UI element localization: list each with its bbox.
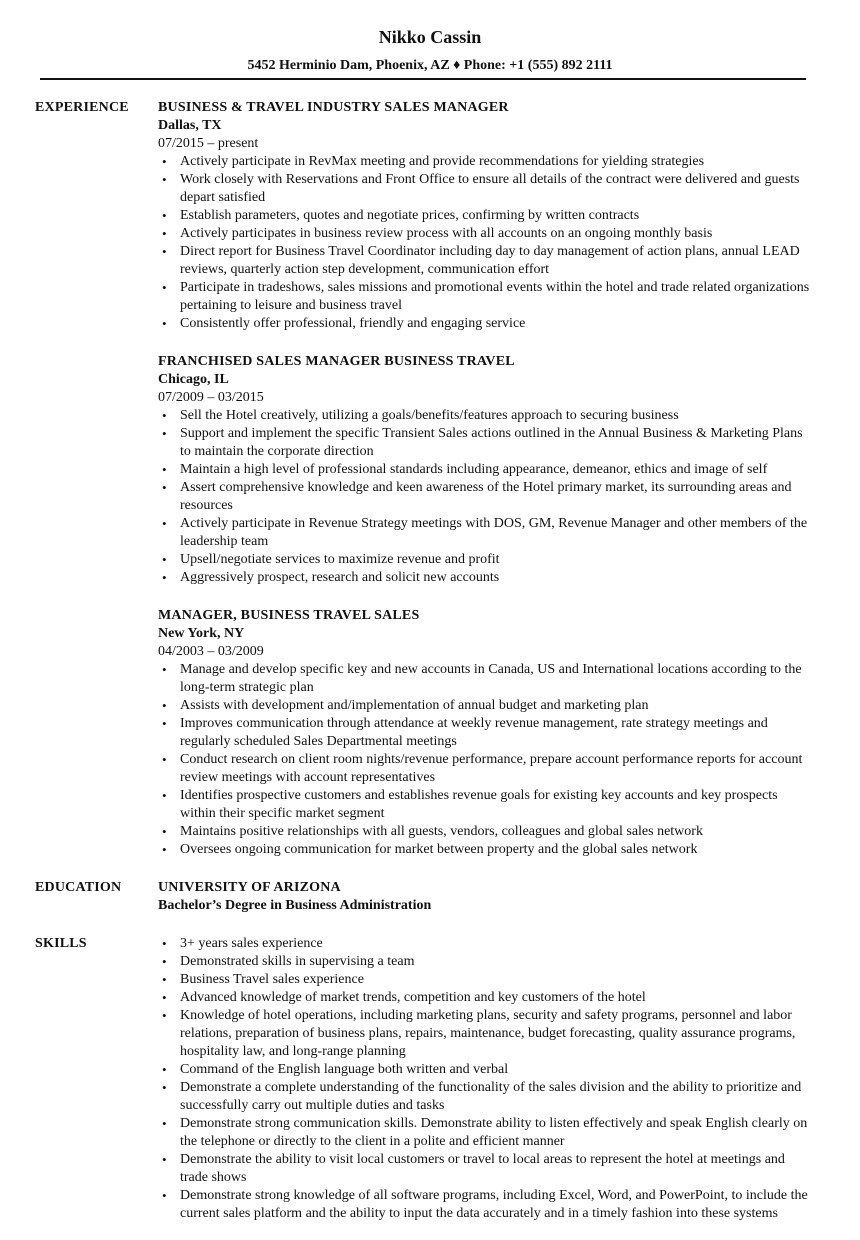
job-bullet: • Assert comprehensive knowledge and keen awareness of the Hotel primary market, its surrounding areas and resources — [180, 479, 810, 515]
skill-item: • Command of the English language both written and verbal — [180, 1061, 810, 1079]
job-bullet: • Manage and develop specific key and new accounts in Canada, US and International locations according to the long-term strategic plan — [180, 661, 810, 697]
job-bullet: • Identifies prospective customers and establishes revenue goals for existing key accounts and key prospects within their specific market segment — [180, 787, 810, 823]
school-name: UNIVERSITY OF ARIZONA — [158, 880, 341, 895]
experience-heading: EXPERIENCE — [35, 100, 129, 115]
job-bullet: • Work closely with Reservations and Front Office to ensure all details of the contract were delivered and guests depart satisfied — [180, 171, 810, 207]
job-bullet: • Direct report for Business Travel Coordinator including day to day management of action plans, annual LEAD reviews, quarterly action step development, communication effort — [180, 243, 810, 279]
job-bullet: • Upsell/negotiate services to maximize revenue and profit — [180, 551, 810, 569]
job-bullet: • Aggressively prospect, research and solicit new accounts — [180, 569, 810, 587]
skill-item: • Demonstrate the ability to visit local customers or travel to local areas to represent the hotel at meetings and trade shows — [180, 1151, 810, 1187]
experience-section — [35, 99, 810, 859]
skill-item: • Knowledge of hotel operations, including marketing plans, security and safety programs, personnel and labor relations, preparation of business plans, repairs, maintenance, budget forecasting, quality assurance programs, hospitality law, and long-range planning — [180, 1007, 810, 1061]
education-section — [35, 879, 810, 915]
skill-item: • Demonstrate a complete understanding of the functionality of the sales division and the ability to prioritize and successfully carry out multiple duties and tasks — [180, 1079, 810, 1115]
job-entry — [158, 353, 810, 587]
job-bullet: • Maintains positive relationships with all guests, vendors, colleagues and global sales network — [180, 823, 810, 841]
job-bullet: • Consistently offer professional, friendly and engaging service — [180, 315, 810, 333]
job-location: New York, NY — [158, 626, 245, 641]
job-bullet: • Participate in tradeshows, sales missions and promotional events within the hotel and trade related organizations pertaining to leisure and business travel — [180, 279, 810, 315]
job-bullet: • Conduct research on client room nights/revenue performance, prepare account performance reports for account review meetings with account representatives — [180, 751, 810, 787]
job-bullet: • Establish parameters, quotes and negotiate prices, confirming by written contracts — [180, 207, 810, 225]
job-bullet: • Actively participates in business review process with all accounts on an ongoing monthly basis — [180, 225, 810, 243]
skills-heading: SKILLS — [35, 936, 87, 951]
job-dates: 07/2009 – 03/2015 — [158, 390, 264, 405]
job-entry — [158, 99, 810, 333]
candidate-name: Nikko Cassin — [378, 27, 482, 47]
skill-item: • Demonstrate strong communication skills. Demonstrate ability to listen effectively and speak English clearly on the telephone or directly to the client in a polite and efficient manner — [180, 1115, 810, 1151]
contact-line: 5452 Herminio Dam, Phoenix, AZ ♦ Phone: +1 (555) 892 2111 — [247, 58, 613, 73]
skill-item: • 3+ years sales experience — [180, 935, 810, 953]
header-divider — [40, 78, 806, 80]
job-bullet: • Support and implement the specific Transient Sales actions outlined in the Annual Business & Marketing Plans to maintain the corporate direction — [180, 425, 810, 461]
job-entry — [158, 607, 810, 859]
degree: Bachelor’s Degree in Business Administration — [158, 898, 432, 913]
skill-item: • Demonstrate strong knowledge of all software programs, including Excel, Word, and PowerPoint, to include the current sales platform and the ability to input the data accurately and in a timely fashion into these systems — [180, 1187, 810, 1223]
job-dates: 04/2003 – 03/2009 — [158, 644, 264, 659]
job-location: Chicago, IL — [158, 372, 229, 387]
job-title: FRANCHISED SALES MANAGER BUSINESS TRAVEL — [158, 354, 515, 369]
job-bullet: • Sell the Hotel creatively, utilizing a goals/benefits/features approach to securing business — [180, 407, 810, 425]
job-dates: 07/2015 – present — [158, 136, 259, 151]
job-bullet: • Maintain a high level of professional standards including appearance, demeanor, ethics and image of self — [180, 461, 810, 479]
skill-item: • Demonstrated skills in supervising a team — [180, 953, 810, 971]
job-bullet: • Oversees ongoing communication for market between property and the global sales network — [180, 841, 810, 859]
job-title: MANAGER, BUSINESS TRAVEL SALES — [158, 608, 420, 623]
skill-item: • Advanced knowledge of market trends, competition and key customers of the hotel — [180, 989, 810, 1007]
job-bullet: • Actively participate in RevMax meeting and provide recommendations for yielding strategies — [180, 153, 810, 171]
job-bullet: • Assists with development and/implementation of annual budget and marketing plan — [180, 697, 810, 715]
job-title: BUSINESS & TRAVEL INDUSTRY SALES MANAGER — [158, 100, 509, 115]
skills-list — [158, 935, 810, 1223]
skill-item: • Business Travel sales experience — [180, 971, 810, 989]
education-heading: EDUCATION — [35, 880, 122, 895]
job-bullet-list — [158, 153, 810, 333]
job-bullet-list — [158, 661, 810, 859]
skills-section — [35, 935, 810, 1223]
job-bullet: • Actively participate in Revenue Strategy meetings with DOS, GM, Revenue Manager and other members of the leadership team — [180, 515, 810, 551]
job-location: Dallas, TX — [158, 118, 222, 133]
job-bullet-list — [158, 407, 810, 587]
job-bullet: • Improves communication through attendance at weekly revenue management, rate strategy meetings and regularly scheduled Sales Departmental meetings — [180, 715, 810, 751]
resume-header — [0, 0, 860, 75]
